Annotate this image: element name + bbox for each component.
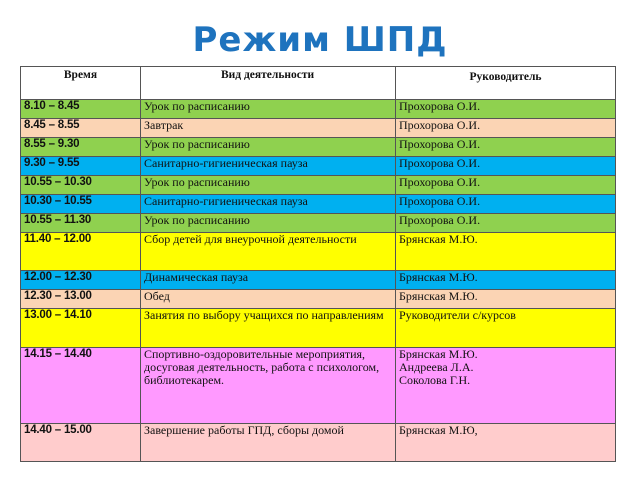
row-activity: Урок по расписанию <box>141 214 396 233</box>
row-leader: Брянская М.Ю. <box>396 290 616 309</box>
row-time: 12.30 – 13.00 <box>21 290 141 309</box>
column-header-leader-label: Руководитель <box>469 71 542 83</box>
row-leader <box>396 348 616 424</box>
row-activity: Санитарно-гигиеническая пауза <box>141 195 396 214</box>
row-activity: Сбор детей для внеурочной деятельности <box>141 233 396 271</box>
row-time: 14.15 – 14.40 <box>21 348 141 424</box>
row-leader: Брянская М.Ю. <box>396 271 616 290</box>
row-leader-name: Соколова Г.Н. <box>399 373 471 387</box>
column-header-activity <box>141 67 396 100</box>
row-activity: Завершение работы ГПД, сборы домой <box>141 424 396 462</box>
row-activity: Урок по расписанию <box>141 100 396 119</box>
row-activity: Динамическая пауза <box>141 271 396 290</box>
row-activity: Обед <box>141 290 396 309</box>
table-row <box>21 138 616 157</box>
table-row <box>21 424 616 462</box>
row-time: 12.00 – 12.30 <box>21 271 141 290</box>
page-title: Режим ШПД <box>192 20 448 60</box>
row-leader: Прохорова О.И. <box>396 100 616 119</box>
row-time: 8.55 – 9.30 <box>21 138 141 157</box>
row-leader: Брянская М.Ю, <box>396 424 616 462</box>
row-leader: Прохорова О.И. <box>396 119 616 138</box>
row-time: 9.30 – 9.55 <box>21 157 141 176</box>
row-leader: Прохорова О.И. <box>396 195 616 214</box>
row-leader-name: Брянская М.Ю. <box>399 347 478 361</box>
table-row <box>21 233 616 271</box>
column-header-time-label: Время <box>63 69 98 81</box>
table-row <box>21 348 616 424</box>
row-leader: Брянская М.Ю. <box>396 233 616 271</box>
row-leader: Прохорова О.И. <box>396 157 616 176</box>
table-row <box>21 309 616 348</box>
row-time: 10.55 – 10.30 <box>21 176 141 195</box>
table-row <box>21 176 616 195</box>
row-activity: Урок по расписанию <box>141 176 396 195</box>
row-leader: Прохорова О.И. <box>396 138 616 157</box>
row-leader: Прохорова О.И. <box>396 214 616 233</box>
row-time: 11.40 – 12.00 <box>21 233 141 271</box>
row-leader-name: Андреева Л.А. <box>399 360 474 374</box>
column-header-time <box>21 67 141 100</box>
row-activity: Урок по расписанию <box>141 138 396 157</box>
column-header-activity-label: Вид деятельности <box>221 69 315 81</box>
schedule-table <box>20 66 616 462</box>
table-row <box>21 157 616 176</box>
table-row <box>21 119 616 138</box>
table-row <box>21 271 616 290</box>
row-time: 10.30 – 10.55 <box>21 195 141 214</box>
table-row <box>21 290 616 309</box>
row-activity: Спортивно-оздоровительные мероприятия, досуговая деятельность, работа с психологом, библиотекарем. <box>141 348 396 424</box>
table-header-row <box>21 67 616 100</box>
row-time: 10.55 – 11.30 <box>21 214 141 233</box>
row-time: 8.10 – 8.45 <box>21 100 141 119</box>
row-leader: Прохорова О.И. <box>396 176 616 195</box>
row-time: 8.45 – 8.55 <box>21 119 141 138</box>
row-activity: Санитарно-гигиеническая пауза <box>141 157 396 176</box>
row-time: 13.00 – 14.10 <box>21 309 141 348</box>
row-time: 14.40 – 15.00 <box>21 424 141 462</box>
table-row <box>21 195 616 214</box>
row-activity: Занятия по выбору учащихся по направлениям <box>141 309 396 348</box>
table-row <box>21 100 616 119</box>
row-activity: Завтрак <box>141 119 396 138</box>
row-leader: Руководители с/курсов <box>396 309 616 348</box>
column-header-leader <box>396 67 616 100</box>
table-row <box>21 214 616 233</box>
